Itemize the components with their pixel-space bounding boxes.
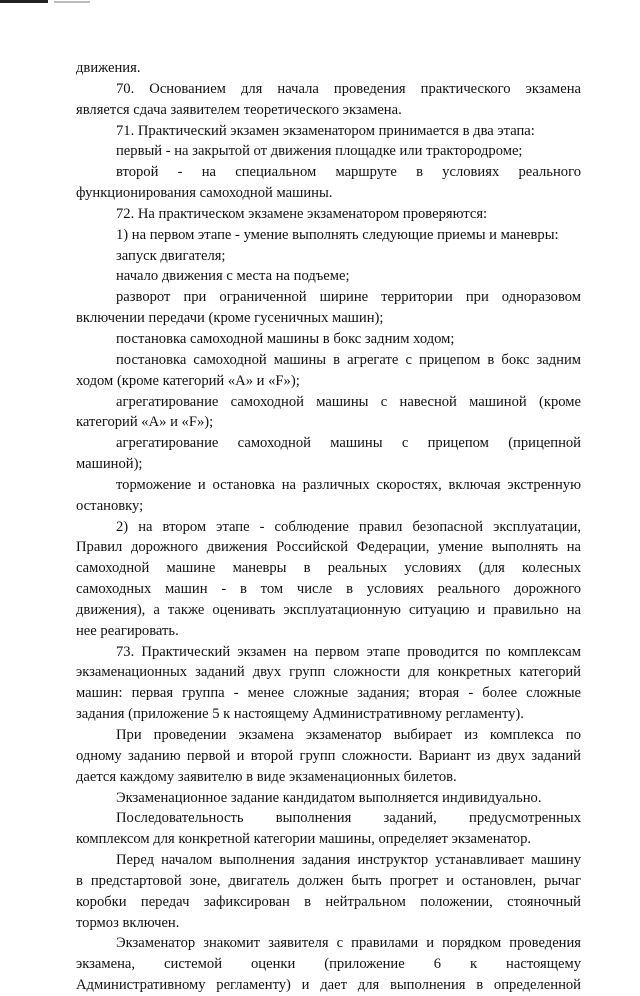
text-line: в предстартовой зоне, двигатель должен быть прогрет и остановлен, рычаг [76,872,581,889]
text-line: агрегатирование самоходной машины с прицепом (прицепной [116,435,581,452]
text-line: 72. На практическом экзамене экзаменатором проверяются: [116,205,488,222]
text-line: Административному регламенту) и дает для выполнения в определенной [76,977,581,994]
text-line: тормоз включен. [76,914,180,931]
text-line: 2) на втором этапе - соблюдение правил безопасной эксплуатации, [116,518,581,535]
text-line: второй - на специальном маршруте в условиях реального [116,164,581,181]
text-line: постановка самоходной машины в агрегате с прицепом в бокс задним [116,351,581,368]
text-line: 73. Практический экзамен на первом этапе проводится по комплексам [116,643,581,660]
text-line: коробки передач зафиксирован в нейтральном положении, стояночный [76,893,581,910]
text-line: задания (приложение 5 к настоящему Административному регламенту). [76,706,524,723]
scan-edge-mark-faint [54,1,90,3]
text-line: торможение и остановка на различных скоростях, включая экстренную [116,476,581,493]
scan-edge-mark [0,0,48,3]
text-line: запуск двигателя; [116,247,226,264]
text-line: агрегатирование самоходной машины с навесной машиной (кроме [116,393,581,410]
text-line: ходом (кроме категорий «A» и «F»); [76,372,300,389]
text-line: При проведении экзамена экзаменатор выбирает из комплекса по [116,727,581,743]
text-line: движения. [76,60,141,76]
text-line: самоходных машин - в том числе в условиях реального дорожного [76,581,581,598]
text-line: экзаменационных заданий двух групп сложности для конкретных категорий [76,664,581,681]
text-line: 71. Практический экзамен экзаменатором принимается в два этапа: [116,122,535,139]
text-line: 70. Основанием для начала проведения практического экзамена [116,80,581,97]
text-line: комплексом для конкретной категории машины, определяет экзаменатор. [76,831,532,848]
text-line: движения), а также оценивать эксплуатационную ситуацию и правильно на [76,601,581,618]
text-line: экзамена, системой оценки (приложение 6 к настоящему [76,956,581,973]
text-line: функционирования самоходной машины. [76,185,333,202]
document-page [76,58,581,996]
text-line: Экзаменационное задание кандидатом выполняется индивидуально. [116,789,542,806]
text-line: дается каждому заявителю в виде экзаменационных билетов. [76,768,457,785]
text-line: Экзаменатор знакомит заявителя с правилами и порядком проведения [116,935,581,952]
text-line: Правил дорожного движения Российской Федерации, умение выполнять на [76,539,581,556]
text-line: первый - на закрытой от движения площадке или трактородроме; [116,143,523,160]
text-line: является сдача заявителем теоретического экзамена. [76,101,402,118]
text-line: машин: первая группа - менее сложные задания; вторая - более сложные [76,685,581,702]
text-line: одному заданию первой и второй групп сложности. Вариант из двух заданий [76,747,581,764]
text-line: включении передачи (кроме гусеничных машин); [76,310,384,327]
text-line: разворот при ограниченной ширине территории при одноразовом [116,289,581,306]
text-line: нее реагировать. [76,622,179,639]
text-line: остановку; [76,497,144,514]
text-line: самоходной машине маневры в реальных условиях (для колесных [76,560,581,577]
text-line: категорий «A» и «F»); [76,414,214,431]
text-line: постановка самоходной машины в бокс задним ходом; [116,330,455,347]
text-line: Перед началом выполнения задания инструктор устанавливает машину [116,852,581,869]
text-line: начало движения с места на подъеме; [116,268,350,285]
text-line: машиной); [76,456,143,473]
text-line: Последовательность выполнения заданий, предусмотренных [116,810,581,827]
text-line: 1) на первом этапе - умение выполнять следующие приемы и маневры: [116,226,559,243]
